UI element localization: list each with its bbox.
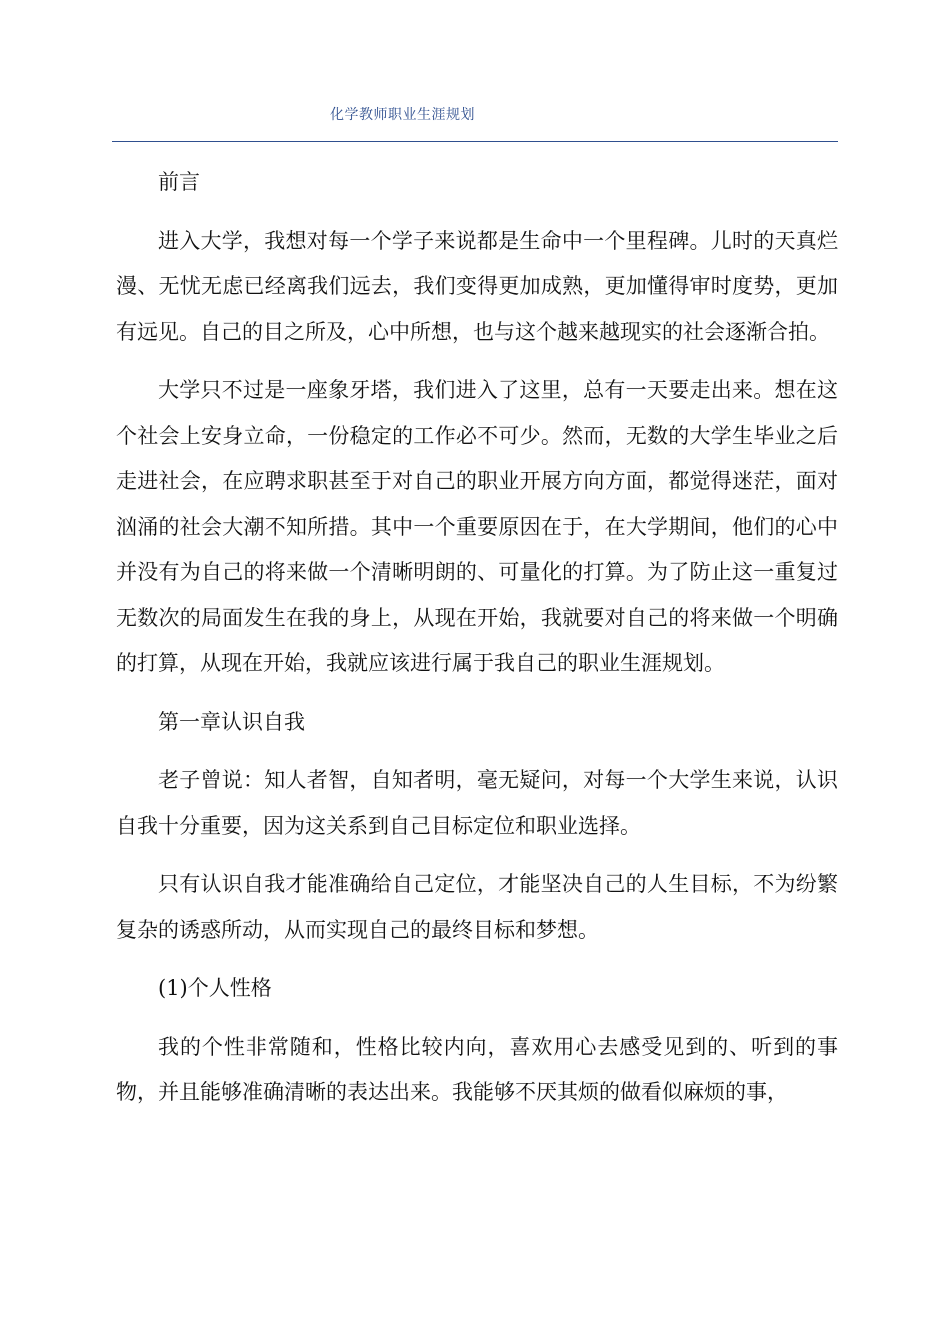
- header-divider: [112, 141, 838, 142]
- paragraph: 大学只不过是一座象牙塔，我们进入了这里，总有一天要走出来。想在这个社会上安身立命，一份稳定的工作必不可少。然而，无数的大学生毕业之后走进社会，在应聘求职甚至于对自己的职业开展方向方面，都觉得迷茫，面对汹涌的社会大潮不知所措。其中一个重要原因在于，在大学期间，他们的心中并没有为自己的将来做一个清晰明朗的、可量化的打算。为了防止这一重复过无数次的局面发生在我的身上，从现在开始，我就要对自己的将来做一个明确的打算，从现在开始，我就应该进行属于我自己的职业生涯规划。: [116, 378, 838, 675]
- paragraph: 进入大学，我想对每一个学子来说都是生命中一个里程碑。儿时的天真烂漫、无忧无虑已经离我们远去，我们变得更加成熟，更加懂得审时度势，更加有远见。自己的目之所及，心中所想，也与这个越来越现实的社会逐渐合拍。: [116, 228, 838, 344]
- section-heading-personality: (1)个人性格: [158, 976, 272, 1000]
- document-body: [116, 160, 838, 1129]
- header-title: 化学教师职业生涯规划: [330, 107, 475, 123]
- paragraph: 老子曾说：知人者智，自知者明，毫无疑问，对每一个大学生来说，认识自我十分重要，因为这关系到自己目标定位和职业选择。: [116, 768, 838, 838]
- section-heading-chapter-one: 第一章认识自我: [158, 709, 305, 734]
- paragraph: 只有认识自我才能准确给自己定位，才能坚决自己的人生目标，不为纷繁复杂的诱惑所动，从而实现自己的最终目标和梦想。: [116, 872, 838, 942]
- section-heading-preface: 前言: [158, 170, 200, 194]
- paragraph: 我的个性非常随和，性格比较内向，喜欢用心去感受见到的、听到的事物，并且能够准确清晰的表达出来。我能够不厌其烦的做看似麻烦的事，: [116, 1034, 838, 1104]
